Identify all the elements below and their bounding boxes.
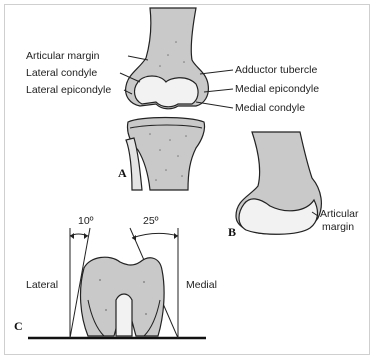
panel-letter-a: A (118, 166, 127, 180)
panel-letter-c: C (14, 319, 23, 333)
label-articular-b-line1: Articular (320, 208, 359, 220)
panel-b (228, 132, 359, 239)
intercondylar-notch (116, 294, 132, 336)
label-lateral: Lateral (26, 279, 59, 291)
label-articular-margin-a: Articular margin (26, 50, 100, 62)
label-angle-25: 25º (143, 215, 159, 227)
label-adductor-tubercle: Adductor tubercle (235, 64, 318, 76)
label-angle-10: 10º (78, 215, 94, 227)
label-articular-b-line2: margin (322, 221, 355, 233)
label-medial-condyle: Medial condyle (235, 102, 306, 114)
label-lateral-condyle: Lateral condyle (26, 67, 98, 79)
label-medial-epicondyle: Medial epicondyle (235, 83, 320, 95)
label-lateral-epicondyle: Lateral epicondyle (26, 84, 112, 96)
label-medial: Medial (186, 279, 217, 291)
panel-letter-b: B (228, 225, 237, 239)
panel-c (14, 215, 217, 338)
medial-angle-arc (132, 233, 178, 238)
